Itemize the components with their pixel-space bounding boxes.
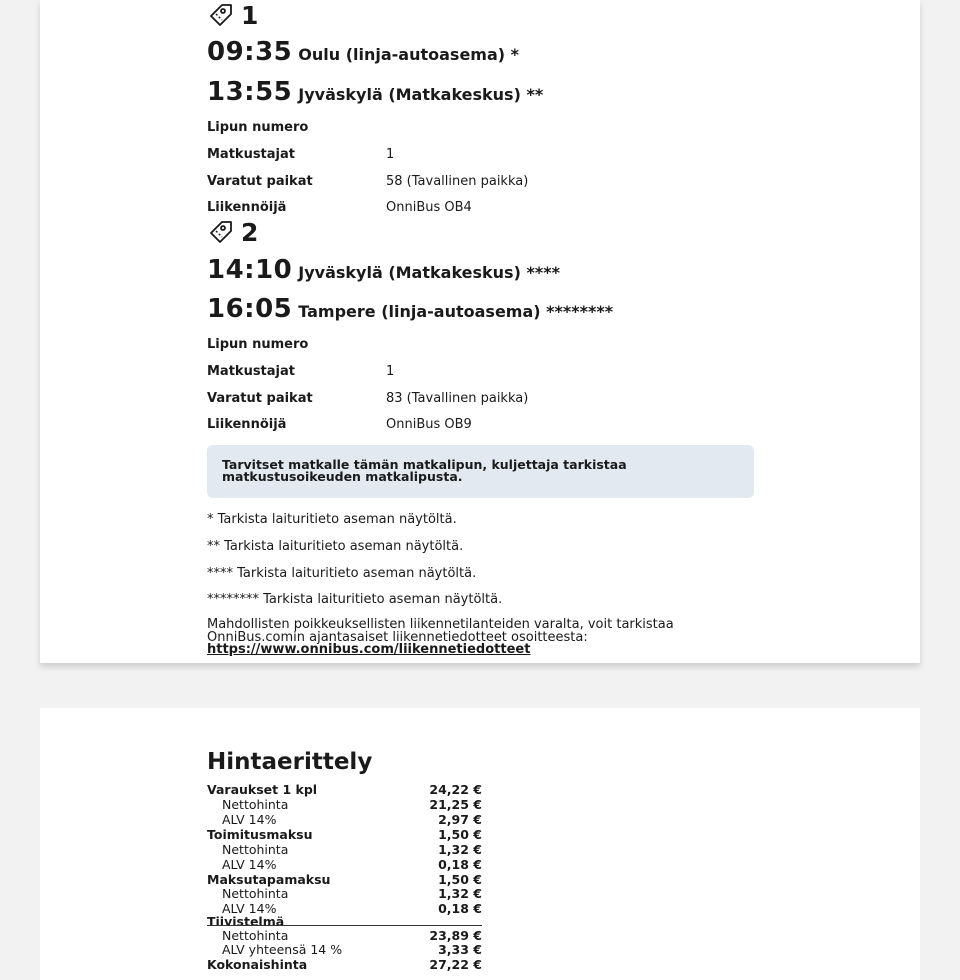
- operator-value: OnniBus OB4: [386, 200, 472, 215]
- price-value: 23,89 €: [429, 928, 482, 943]
- price-value: 1,32 €: [438, 842, 482, 857]
- ticket-icon: [207, 218, 235, 246]
- leg-header-2: [207, 218, 258, 246]
- leg-header-1: [207, 1, 258, 29]
- price-row: [207, 942, 482, 957]
- price-row: [207, 827, 482, 842]
- price-value: 2,97 €: [438, 812, 482, 827]
- seats-label: Varatut paikat: [207, 391, 313, 406]
- price-label: Nettohinta: [222, 797, 289, 812]
- price-value: 0,18 €: [438, 857, 482, 872]
- departure-row: [207, 37, 519, 67]
- footnote: * Tarkista laituritieto aseman näytöltä.: [207, 512, 457, 527]
- price-value: 21,25 €: [429, 797, 482, 812]
- price-label: ALV 14%: [222, 812, 277, 827]
- price-value: 1,50 €: [438, 827, 482, 842]
- arrival-time: 16:05: [207, 294, 293, 324]
- price-label: Nettohinta: [222, 928, 289, 943]
- price-label: ALV yhteensä 14 %: [222, 942, 343, 957]
- price-row: [207, 886, 482, 901]
- footnote: **** Tarkista laituritieto aseman näytöltä.: [207, 566, 477, 581]
- price-label: Nettohinta: [222, 886, 289, 901]
- passengers-value: 1: [386, 147, 395, 162]
- traffic-info-text: Mahdollisten poikkeuksellisten liikennetilanteiden varalta, voit tarkistaa OnniBus.comin ajantasaiset liikennetiedotteet osoitteesta:: [207, 617, 674, 645]
- footnote: ******** Tarkista laituritieto aseman näytöltä.: [207, 592, 503, 607]
- price-row: [207, 857, 482, 872]
- arrival-place: Tampere (linja-autoasema) ********: [298, 302, 614, 321]
- price-label: Nettohinta: [222, 842, 289, 857]
- price-row: [207, 914, 482, 929]
- footnote: ** Tarkista laituritieto aseman näytöltä.: [207, 539, 464, 554]
- price-value: 3,33 €: [438, 942, 482, 957]
- summary-divider: [207, 925, 482, 926]
- price-value: 27,22 €: [429, 957, 482, 972]
- pricing-page: [40, 708, 920, 980]
- arrival-row: [207, 294, 613, 324]
- price-row: [207, 872, 482, 887]
- ticket-notice: Tarvitset matkalle tämän matkalipun, kuljettaja tarkistaa matkustusoikeuden matkalipusta.: [207, 445, 754, 498]
- leg-number: 2: [241, 217, 259, 247]
- passengers-label: Matkustajat: [207, 364, 295, 379]
- price-label: Maksutapamaksu: [207, 872, 331, 887]
- price-label: ALV 14%: [222, 901, 277, 916]
- ticket-icon: [207, 1, 235, 29]
- price-value: 0,18 €: [438, 901, 482, 916]
- ticket-number-label: Lipun numero: [207, 337, 309, 352]
- price-label: Kokonaishinta: [207, 957, 308, 972]
- departure-time: 09:35: [207, 37, 293, 67]
- traffic-info-link[interactable]: https://www.onnibus.com/liikennetiedotteet: [207, 642, 531, 657]
- seats-value: 83 (Tavallinen paikka): [386, 391, 529, 406]
- operator-value: OnniBus OB9: [386, 417, 472, 432]
- price-label: Varaukset 1 kpl: [207, 782, 318, 797]
- price-row: [207, 957, 482, 972]
- price-label: Tiivistelmä: [207, 914, 285, 929]
- price-row: [207, 928, 482, 943]
- leg-number: 1: [241, 0, 259, 30]
- passengers-value: 1: [386, 364, 395, 379]
- price-row: [207, 812, 482, 827]
- price-value: 1,32 €: [438, 886, 482, 901]
- departure-place: Oulu (linja-autoasema) *: [298, 45, 520, 64]
- seats-value: 58 (Tavallinen paikka): [386, 174, 529, 189]
- price-row: [207, 797, 482, 812]
- departure-place: Jyväskylä (Matkakeskus) ****: [298, 263, 560, 282]
- price-value: 1,50 €: [438, 872, 482, 887]
- ticket-page: [40, 0, 920, 663]
- pricing-title: Hintaerittely: [207, 749, 373, 775]
- ticket-number-label: Lipun numero: [207, 120, 309, 135]
- departure-time: 14:10: [207, 255, 293, 285]
- arrival-time: 13:55: [207, 77, 293, 107]
- price-label: ALV 14%: [222, 857, 277, 872]
- passengers-label: Matkustajat: [207, 147, 295, 162]
- price-label: Toimitusmaksu: [207, 827, 313, 842]
- departure-row: [207, 255, 560, 285]
- arrival-place: Jyväskylä (Matkakeskus) **: [298, 85, 544, 104]
- price-row: [207, 842, 482, 857]
- arrival-row: [207, 77, 543, 107]
- operator-label: Liikennöijä: [207, 200, 287, 215]
- price-row: [207, 782, 482, 797]
- seats-label: Varatut paikat: [207, 174, 313, 189]
- operator-label: Liikennöijä: [207, 417, 287, 432]
- traffic-info: [207, 619, 767, 657]
- price-value: 24,22 €: [429, 782, 482, 797]
